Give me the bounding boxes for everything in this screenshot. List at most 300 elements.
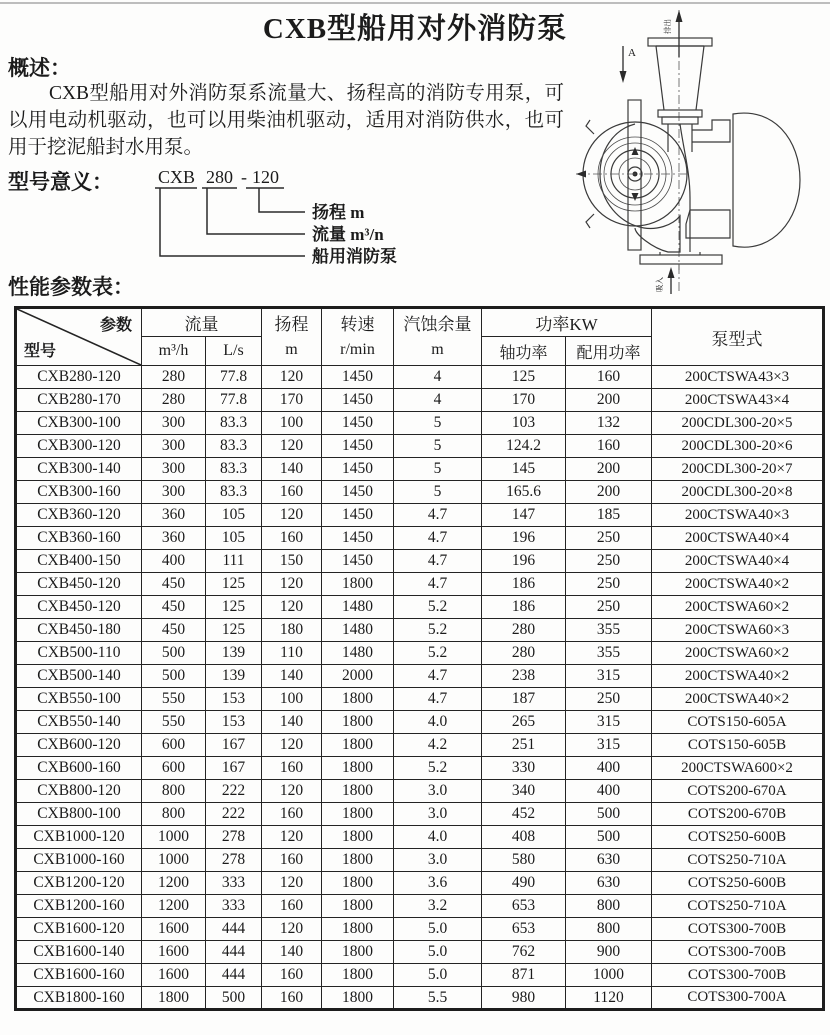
value-cell: 250 bbox=[566, 527, 652, 550]
value-cell: 5 bbox=[394, 435, 482, 458]
value-cell: 1800 bbox=[322, 688, 394, 711]
table-row bbox=[16, 389, 824, 412]
value-cell: 1800 bbox=[322, 573, 394, 596]
value-cell: 3.0 bbox=[394, 780, 482, 803]
model-code-head: 120 bbox=[252, 168, 279, 187]
pump-type-cell: 200CTSWA60×2 bbox=[652, 596, 824, 619]
value-cell: 1800 bbox=[322, 941, 394, 964]
value-cell: 278 bbox=[206, 826, 262, 849]
value-cell: 400 bbox=[566, 780, 652, 803]
table-row bbox=[16, 803, 824, 826]
value-cell: 4 bbox=[394, 366, 482, 389]
header-head-label: 扬程 bbox=[274, 315, 309, 335]
value-cell: 222 bbox=[206, 780, 262, 803]
header-flow-unit-m3h: m³/h bbox=[142, 337, 206, 366]
table-row bbox=[16, 711, 824, 734]
value-cell: 160 bbox=[262, 481, 322, 504]
pump-type-cell: 200CTSWA40×3 bbox=[652, 504, 824, 527]
pump-type-cell: 200CTSWA40×2 bbox=[652, 573, 824, 596]
header-head bbox=[262, 308, 322, 366]
value-cell: 160 bbox=[262, 849, 322, 872]
value-cell: 490 bbox=[482, 872, 566, 895]
value-cell: 444 bbox=[206, 918, 262, 941]
value-cell: 125 bbox=[206, 596, 262, 619]
value-cell: 1450 bbox=[322, 481, 394, 504]
model-cell: CXB1600-140 bbox=[16, 941, 142, 964]
value-cell: 1200 bbox=[142, 872, 206, 895]
value-cell: 800 bbox=[566, 895, 652, 918]
model-cell: CXB550-100 bbox=[16, 688, 142, 711]
motor-dome bbox=[733, 113, 800, 247]
value-cell: 450 bbox=[142, 619, 206, 642]
legend-head-label: 扬程 m bbox=[312, 203, 365, 222]
value-cell: 1800 bbox=[322, 826, 394, 849]
value-cell: 5.2 bbox=[394, 619, 482, 642]
value-cell: 1800 bbox=[322, 734, 394, 757]
value-cell: 265 bbox=[482, 711, 566, 734]
value-cell: 1450 bbox=[322, 366, 394, 389]
value-cell: 400 bbox=[142, 550, 206, 573]
value-cell: 105 bbox=[206, 504, 262, 527]
pump-type-cell: COTS200-670A bbox=[652, 780, 824, 803]
value-cell: 170 bbox=[482, 389, 566, 412]
pump-type-cell: COTS300-700B bbox=[652, 964, 824, 987]
value-cell: 333 bbox=[206, 895, 262, 918]
value-cell: 4.2 bbox=[394, 734, 482, 757]
value-cell: 550 bbox=[142, 688, 206, 711]
pump-type-cell: 200CDL300-20×5 bbox=[652, 412, 824, 435]
value-cell: 186 bbox=[482, 596, 566, 619]
table-body bbox=[16, 366, 824, 1010]
model-cell: CXB1600-160 bbox=[16, 964, 142, 987]
table-row bbox=[16, 642, 824, 665]
model-cell: CXB450-120 bbox=[16, 596, 142, 619]
value-cell: 340 bbox=[482, 780, 566, 803]
header-flow-unit-ls: L/s bbox=[206, 337, 262, 366]
value-cell: 120 bbox=[262, 826, 322, 849]
value-cell: 630 bbox=[566, 849, 652, 872]
value-cell: 150 bbox=[262, 550, 322, 573]
header-model-param-cell bbox=[16, 308, 142, 366]
value-cell: 1600 bbox=[142, 941, 206, 964]
suction-arrow bbox=[654, 267, 675, 294]
pump-type-cell: COTS150-605B bbox=[652, 734, 824, 757]
header-pump-type: 泵型式 bbox=[652, 308, 824, 366]
value-cell: 2000 bbox=[322, 665, 394, 688]
value-cell: 160 bbox=[262, 895, 322, 918]
value-cell: 140 bbox=[262, 941, 322, 964]
table-row bbox=[16, 573, 824, 596]
value-cell: 1800 bbox=[322, 849, 394, 872]
pump-type-cell: COTS250-710A bbox=[652, 895, 824, 918]
value-cell: 1480 bbox=[322, 596, 394, 619]
model-cell: CXB360-160 bbox=[16, 527, 142, 550]
value-cell: 4.7 bbox=[394, 665, 482, 688]
value-cell: 200 bbox=[566, 481, 652, 504]
value-cell: 153 bbox=[206, 688, 262, 711]
table-row bbox=[16, 780, 824, 803]
value-cell: 125 bbox=[482, 366, 566, 389]
value-cell: 1800 bbox=[322, 803, 394, 826]
value-cell: 250 bbox=[566, 596, 652, 619]
performance-table bbox=[14, 306, 825, 1011]
table-row bbox=[16, 504, 824, 527]
value-cell: 186 bbox=[482, 573, 566, 596]
table-row bbox=[16, 619, 824, 642]
pump-type-cell: 200CTSWA43×3 bbox=[652, 366, 824, 389]
value-cell: 111 bbox=[206, 550, 262, 573]
model-cell: CXB450-120 bbox=[16, 573, 142, 596]
value-cell: 1450 bbox=[322, 550, 394, 573]
value-cell: 250 bbox=[566, 688, 652, 711]
header-shaft-power: 轴功率 bbox=[482, 337, 566, 366]
model-cell: CXB550-140 bbox=[16, 711, 142, 734]
value-cell: 333 bbox=[206, 872, 262, 895]
model-cell: CXB300-120 bbox=[16, 435, 142, 458]
model-cell: CXB1600-120 bbox=[16, 918, 142, 941]
table-row bbox=[16, 665, 824, 688]
table-row bbox=[16, 412, 824, 435]
pump-type-cell: 200CTSWA60×3 bbox=[652, 619, 824, 642]
value-cell: 444 bbox=[206, 964, 262, 987]
value-cell: 5 bbox=[394, 412, 482, 435]
value-cell: 160 bbox=[262, 803, 322, 826]
table-row bbox=[16, 435, 824, 458]
value-cell: 450 bbox=[142, 596, 206, 619]
value-cell: 196 bbox=[482, 550, 566, 573]
value-cell: 83.3 bbox=[206, 412, 262, 435]
value-cell: 125 bbox=[206, 573, 262, 596]
pump-type-cell: 200CTSWA40×2 bbox=[652, 665, 824, 688]
pump-body bbox=[576, 100, 690, 252]
legend-flow-label: 流量 m³/n bbox=[312, 225, 384, 244]
model-cell: CXB600-160 bbox=[16, 757, 142, 780]
table-row bbox=[16, 366, 824, 389]
page-title: CXB型船用对外消防泵 bbox=[262, 13, 568, 45]
model-cell: CXB300-100 bbox=[16, 412, 142, 435]
header-power: 功率KW bbox=[482, 308, 652, 337]
value-cell: 1480 bbox=[322, 642, 394, 665]
value-cell: 3.6 bbox=[394, 872, 482, 895]
value-cell: 3.0 bbox=[394, 849, 482, 872]
value-cell: 653 bbox=[482, 918, 566, 941]
value-cell: 165.6 bbox=[482, 481, 566, 504]
value-cell: 1800 bbox=[322, 780, 394, 803]
value-cell: 871 bbox=[482, 964, 566, 987]
model-cell: CXB600-120 bbox=[16, 734, 142, 757]
value-cell: 110 bbox=[262, 642, 322, 665]
pump-type-cell: COTS200-670B bbox=[652, 803, 824, 826]
value-cell: 200 bbox=[566, 389, 652, 412]
value-cell: 1800 bbox=[322, 987, 394, 1010]
model-cell: CXB300-160 bbox=[16, 481, 142, 504]
value-cell: 187 bbox=[482, 688, 566, 711]
value-cell: 153 bbox=[206, 711, 262, 734]
value-cell: 83.3 bbox=[206, 458, 262, 481]
value-cell: 900 bbox=[566, 941, 652, 964]
value-cell: 120 bbox=[262, 366, 322, 389]
value-cell: 250 bbox=[566, 573, 652, 596]
value-cell: 300 bbox=[142, 412, 206, 435]
model-code-prefix: CXB bbox=[158, 168, 196, 187]
header-rated-power: 配用功率 bbox=[566, 337, 652, 366]
table-row bbox=[16, 918, 824, 941]
value-cell: 360 bbox=[142, 527, 206, 550]
value-cell: 4 bbox=[394, 389, 482, 412]
value-cell: 1120 bbox=[566, 987, 652, 1010]
model-cell: CXB360-120 bbox=[16, 504, 142, 527]
value-cell: 500 bbox=[206, 987, 262, 1010]
table-row bbox=[16, 826, 824, 849]
pump-type-cell: 200CTSWA40×4 bbox=[652, 550, 824, 573]
value-cell: 315 bbox=[566, 665, 652, 688]
table-row bbox=[16, 458, 824, 481]
value-cell: 5.2 bbox=[394, 757, 482, 780]
pump-type-cell: COTS300-700B bbox=[652, 941, 824, 964]
value-cell: 315 bbox=[566, 711, 652, 734]
value-cell: 300 bbox=[142, 458, 206, 481]
pump-type-cell: COTS300-700A bbox=[652, 987, 824, 1010]
model-cell: CXB280-170 bbox=[16, 389, 142, 412]
value-cell: 800 bbox=[566, 918, 652, 941]
value-cell: 120 bbox=[262, 734, 322, 757]
model-code-dash: - bbox=[241, 168, 247, 187]
model-cell: CXB800-100 bbox=[16, 803, 142, 826]
value-cell: 4.7 bbox=[394, 573, 482, 596]
performance-table-heading: 性能参数表： bbox=[8, 275, 134, 299]
table-row bbox=[16, 734, 824, 757]
value-cell: 500 bbox=[566, 803, 652, 826]
pump-type-cell: 200CTSWA60×2 bbox=[652, 642, 824, 665]
value-cell: 1000 bbox=[142, 826, 206, 849]
header-speed-label: 转速 bbox=[340, 315, 375, 335]
table-row bbox=[16, 550, 824, 573]
model-cell: CXB1800-160 bbox=[16, 987, 142, 1010]
value-cell: 762 bbox=[482, 941, 566, 964]
value-cell: 120 bbox=[262, 780, 322, 803]
overview-text: CXB型船用对外消防泵系流量大、扬程高的消防专用泵，可以用电动机驱动，也可以用柴油机驱动，适用对消防供水，也可用于挖泥船封水用泵。 bbox=[8, 83, 564, 158]
value-cell: 167 bbox=[206, 757, 262, 780]
value-cell: 1800 bbox=[142, 987, 206, 1010]
header-head-unit: m bbox=[285, 340, 298, 358]
value-cell: 280 bbox=[142, 389, 206, 412]
value-cell: 653 bbox=[482, 895, 566, 918]
table-row bbox=[16, 481, 824, 504]
model-cell: CXB1200-160 bbox=[16, 895, 142, 918]
pump-type-cell: 200CDL300-20×6 bbox=[652, 435, 824, 458]
value-cell: 355 bbox=[566, 642, 652, 665]
value-cell: 500 bbox=[142, 665, 206, 688]
value-cell: 3.2 bbox=[394, 895, 482, 918]
value-cell: 124.2 bbox=[482, 435, 566, 458]
model-code-diagram bbox=[140, 168, 480, 270]
overview-heading: 概述： bbox=[8, 56, 71, 80]
value-cell: 147 bbox=[482, 504, 566, 527]
model-cell: CXB280-120 bbox=[16, 366, 142, 389]
table-row bbox=[16, 941, 824, 964]
pump-type-cell: 200CDL300-20×8 bbox=[652, 481, 824, 504]
value-cell: 1800 bbox=[322, 895, 394, 918]
value-cell: 4.7 bbox=[394, 550, 482, 573]
header-npsh-label: 汽蚀余量 bbox=[403, 315, 472, 335]
table-row bbox=[16, 895, 824, 918]
value-cell: 120 bbox=[262, 573, 322, 596]
value-cell: 250 bbox=[566, 550, 652, 573]
table-row bbox=[16, 596, 824, 619]
value-cell: 140 bbox=[262, 711, 322, 734]
value-cell: 139 bbox=[206, 642, 262, 665]
value-cell: 5.2 bbox=[394, 596, 482, 619]
value-cell: 280 bbox=[142, 366, 206, 389]
value-cell: 4.0 bbox=[394, 826, 482, 849]
table-row bbox=[16, 849, 824, 872]
model-cell: CXB300-140 bbox=[16, 458, 142, 481]
value-cell: 160 bbox=[262, 527, 322, 550]
discharge-arrow-label: 排出 bbox=[663, 19, 672, 34]
value-cell: 120 bbox=[262, 872, 322, 895]
value-cell: 77.8 bbox=[206, 366, 262, 389]
value-cell: 120 bbox=[262, 435, 322, 458]
value-cell: 5 bbox=[394, 458, 482, 481]
value-cell: 5.0 bbox=[394, 918, 482, 941]
header-speed bbox=[322, 308, 394, 366]
value-cell: 145 bbox=[482, 458, 566, 481]
value-cell: 1000 bbox=[566, 964, 652, 987]
value-cell: 360 bbox=[142, 504, 206, 527]
value-cell: 550 bbox=[142, 711, 206, 734]
suction-pipe bbox=[640, 252, 722, 270]
value-cell: 100 bbox=[262, 412, 322, 435]
value-cell: 1450 bbox=[322, 458, 394, 481]
model-cell: CXB800-120 bbox=[16, 780, 142, 803]
value-cell: 280 bbox=[482, 642, 566, 665]
value-cell: 1450 bbox=[322, 435, 394, 458]
value-cell: 160 bbox=[262, 964, 322, 987]
value-cell: 170 bbox=[262, 389, 322, 412]
pump-type-cell: COTS150-605A bbox=[652, 711, 824, 734]
value-cell: 980 bbox=[482, 987, 566, 1010]
legend-pump-label: 船用消防泵 bbox=[312, 247, 397, 266]
value-cell: 4.7 bbox=[394, 527, 482, 550]
value-cell: 1800 bbox=[322, 964, 394, 987]
value-cell: 105 bbox=[206, 527, 262, 550]
value-cell: 330 bbox=[482, 757, 566, 780]
value-cell: 200 bbox=[566, 458, 652, 481]
value-cell: 4.7 bbox=[394, 504, 482, 527]
value-cell: 140 bbox=[262, 665, 322, 688]
value-cell: 1000 bbox=[142, 849, 206, 872]
value-cell: 1450 bbox=[322, 527, 394, 550]
header-flow: 流量 bbox=[142, 308, 262, 337]
header-npsh-unit: m bbox=[431, 340, 444, 358]
value-cell: 315 bbox=[566, 734, 652, 757]
header-npsh bbox=[394, 308, 482, 366]
value-cell: 1480 bbox=[322, 619, 394, 642]
value-cell: 280 bbox=[482, 619, 566, 642]
value-cell: 1800 bbox=[322, 711, 394, 734]
value-cell: 160 bbox=[566, 435, 652, 458]
header-speed-unit: r/min bbox=[340, 340, 375, 358]
table-row bbox=[16, 964, 824, 987]
model-cell: CXB1200-120 bbox=[16, 872, 142, 895]
value-cell: 800 bbox=[142, 803, 206, 826]
value-cell: 1800 bbox=[322, 757, 394, 780]
value-cell: 444 bbox=[206, 941, 262, 964]
value-cell: 167 bbox=[206, 734, 262, 757]
value-cell: 278 bbox=[206, 849, 262, 872]
header-model-label: 型号 bbox=[24, 343, 57, 360]
model-cell: CXB500-110 bbox=[16, 642, 142, 665]
pump-type-cell: COTS250-600B bbox=[652, 872, 824, 895]
value-cell: 5.0 bbox=[394, 941, 482, 964]
pump-type-cell: 200CDL300-20×7 bbox=[652, 458, 824, 481]
value-cell: 5.5 bbox=[394, 987, 482, 1010]
model-cell: CXB450-180 bbox=[16, 619, 142, 642]
value-cell: 300 bbox=[142, 435, 206, 458]
value-cell: 5.2 bbox=[394, 642, 482, 665]
value-cell: 4.7 bbox=[394, 688, 482, 711]
value-cell: 5.0 bbox=[394, 964, 482, 987]
pump-drawing bbox=[572, 2, 828, 298]
value-cell: 5 bbox=[394, 481, 482, 504]
value-cell: 77.8 bbox=[206, 389, 262, 412]
view-a-arrow bbox=[620, 46, 637, 83]
value-cell: 800 bbox=[142, 780, 206, 803]
value-cell: 400 bbox=[566, 757, 652, 780]
value-cell: 180 bbox=[262, 619, 322, 642]
value-cell: 1600 bbox=[142, 964, 206, 987]
table-row bbox=[16, 688, 824, 711]
value-cell: 1450 bbox=[322, 412, 394, 435]
value-cell: 355 bbox=[566, 619, 652, 642]
value-cell: 4.0 bbox=[394, 711, 482, 734]
pump-type-cell: 200CTSWA40×2 bbox=[652, 688, 824, 711]
value-cell: 1450 bbox=[322, 389, 394, 412]
value-cell: 1800 bbox=[322, 872, 394, 895]
value-cell: 600 bbox=[142, 734, 206, 757]
model-meaning-heading: 型号意义： bbox=[8, 170, 113, 194]
table-row bbox=[16, 987, 824, 1010]
value-cell: 103 bbox=[482, 412, 566, 435]
suction-arrow-label: 吸入 bbox=[655, 277, 664, 292]
value-cell: 1200 bbox=[142, 895, 206, 918]
pump-type-cell: COTS250-710A bbox=[652, 849, 824, 872]
discharge-arrow bbox=[662, 10, 683, 57]
value-cell: 300 bbox=[142, 481, 206, 504]
model-cell: CXB400-150 bbox=[16, 550, 142, 573]
diffuser-cone bbox=[648, 38, 712, 152]
model-cell: CXB500-140 bbox=[16, 665, 142, 688]
value-cell: 251 bbox=[482, 734, 566, 757]
value-cell: 500 bbox=[566, 826, 652, 849]
value-cell: 1800 bbox=[322, 918, 394, 941]
value-cell: 580 bbox=[482, 849, 566, 872]
pump-type-cell: 200CTSWA43×4 bbox=[652, 389, 824, 412]
view-a-label: A bbox=[628, 47, 636, 59]
value-cell: 83.3 bbox=[206, 481, 262, 504]
table-row bbox=[16, 872, 824, 895]
pump-type-cell: 200CTSWA40×4 bbox=[652, 527, 824, 550]
table-row bbox=[16, 527, 824, 550]
value-cell: 238 bbox=[482, 665, 566, 688]
value-cell: 160 bbox=[262, 987, 322, 1010]
value-cell: 120 bbox=[262, 918, 322, 941]
value-cell: 100 bbox=[262, 688, 322, 711]
value-cell: 450 bbox=[142, 573, 206, 596]
value-cell: 630 bbox=[566, 872, 652, 895]
model-cell: CXB1000-160 bbox=[16, 849, 142, 872]
value-cell: 1600 bbox=[142, 918, 206, 941]
